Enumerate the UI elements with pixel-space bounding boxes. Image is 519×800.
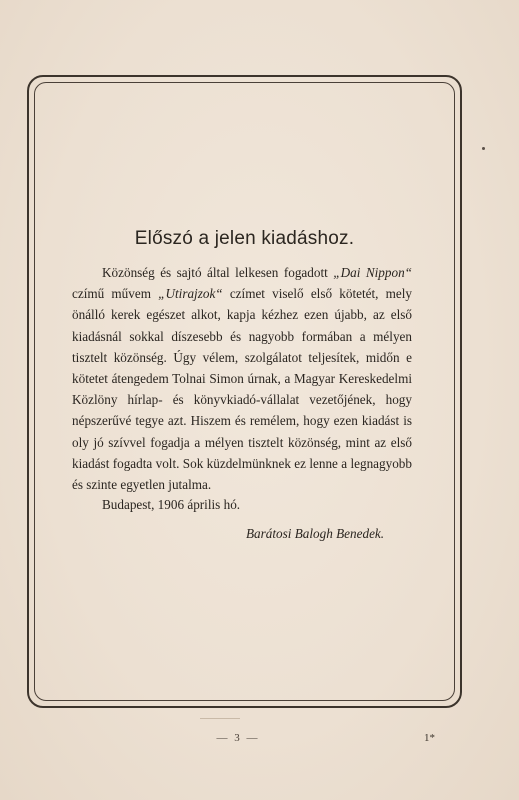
book-title-dai-nippon: „Dai Nippon“ bbox=[333, 265, 412, 280]
dateline: Budapest, 1906 április hó. bbox=[102, 497, 241, 512]
author-signature: Barátosi Balogh Benedek. bbox=[246, 526, 385, 541]
paragraph-text-2: czímű művem bbox=[72, 286, 159, 302]
page-number: — 3 — bbox=[216, 732, 260, 744]
paragraph-text-1: Közönség és sajtó által lelkesen fogadott bbox=[102, 265, 334, 280]
work-title-utirajzok: „Utirajzok“ bbox=[158, 286, 223, 302]
preface-heading: Előszó a jelen kiadáshoz. bbox=[134, 228, 355, 249]
page-crease bbox=[200, 718, 240, 719]
paragraph-text-3: czímet viselő első kötetét, mely önálló kerek egészet alkot, kapja kézhez ezen újabb, az első kiadásnál sokkal díszesebb és nagyobb formában a mélyen tisztelt közönség. Úgy vélem, szolgálatot teljesítek, midőn e kötetet átengedem Tolnai Simon úrnak, a Magyar Kereskedelmi Közlöny hírlap- és könyvkiadó-vállalat vezetőjének, hogy népszerűvé tegye azt. Hiszem és remélem, hogy ezen kiadást is oly jó szívvel fogadja a mélyen tisztelt közönség, mint az első kiadást fogadta volt. Sok küzdelmünknek ez lenne a legnagyobb és szinte egyetlen jutalma. bbox=[72, 286, 412, 493]
preface-paragraph bbox=[72, 262, 412, 495]
paper-speck bbox=[482, 147, 485, 150]
sheet-signature-mark: 1* bbox=[424, 732, 435, 744]
